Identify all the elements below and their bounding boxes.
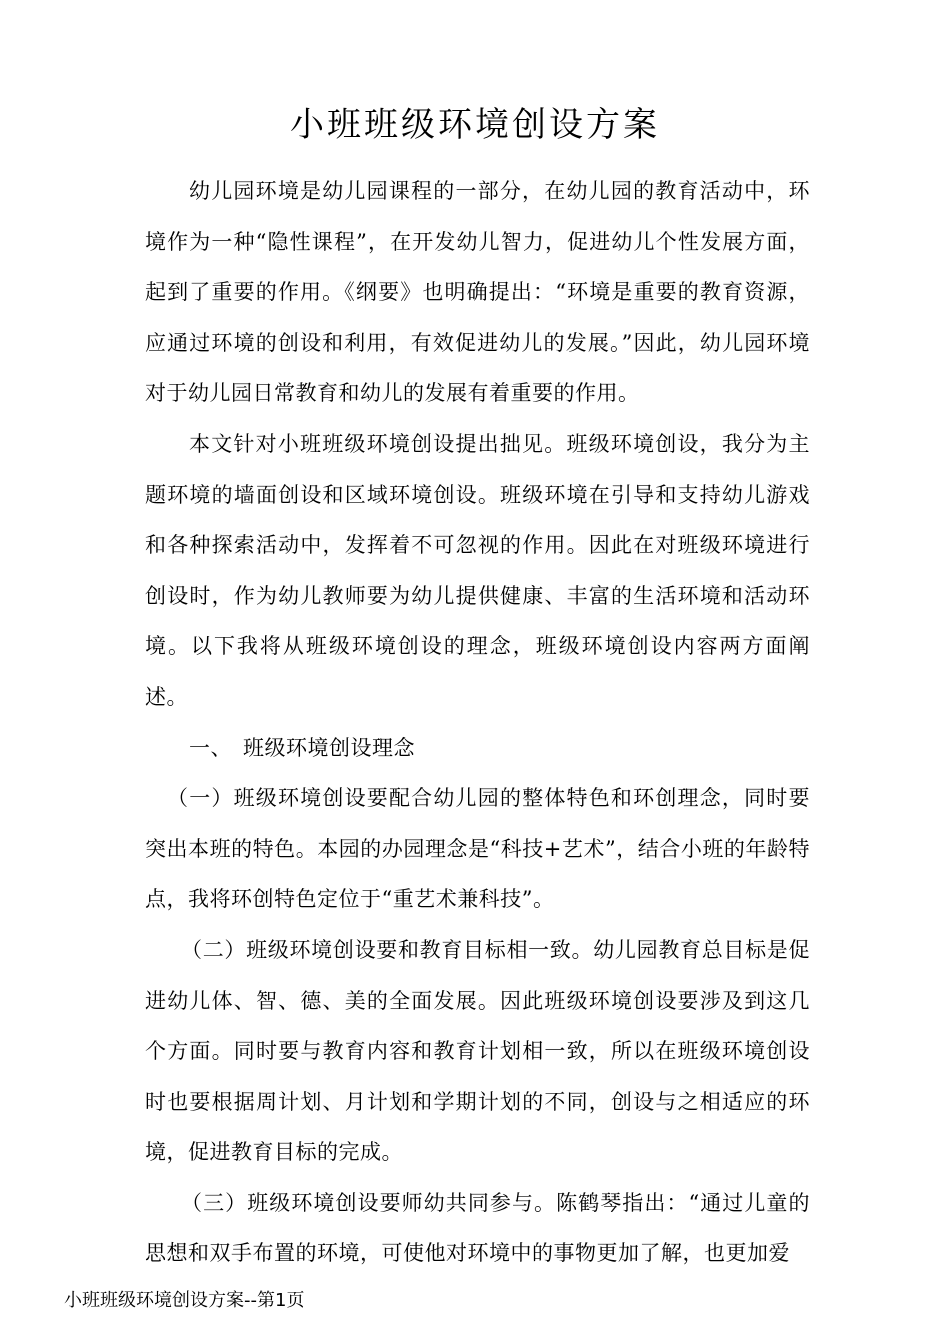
paragraph-item-2: （二）班级环境创设要和教育目标相一致。幼儿园教育总目标是促进幼儿体、智、德、美的全面发展。因此班级环境创设要涉及到这几个方面。同时要与教育内容和教育计划相一致，所以在班级环境创设时也要根据周计划、月计划和学期计划的不同，创设与之相适应的环境，促进教育目标的完成。 xyxy=(145,937,810,1165)
paragraph-scope: 本文针对小班班级环境创设提出拙见。班级环境创设，我分为主题环境的墙面创设和区域环境创设。班级环境在引导和支持幼儿游戏和各种探索活动中，发挥着不可忽视的作用。因此在对班级环境进行创设时，作为幼儿教师要为幼儿提供健康、丰富的生活环境和活动环境。以下我将从班级环境创设的理念，班级环境创设内容两方面阐述。 xyxy=(145,431,810,709)
section-heading-1: 一、 班级环境创设理念 xyxy=(189,735,415,760)
page-footer: 小班班级环境创设方案--第1页 xyxy=(64,1290,305,1311)
paragraph-item-1: （一）班级环境创设要配合幼儿园的整体特色和环创理念，同时要突出本班的特色。本园的办园理念是“科技+艺术”，结合小班的年龄特点，我将环创特色定位于“重艺术兼科技”。 xyxy=(145,786,810,912)
document-title: 小班班级环境创设方案 xyxy=(290,105,660,145)
document-body xyxy=(145,166,810,1279)
paragraph-intro: 幼儿园环境是幼儿园课程的一部分，在幼儿园的教育活动中，环境作为一种“隐性课程”，在开发幼儿智力，促进幼儿个性发展方面，起到了重要的作用。《纲要》也明确提出：“环境是重要的教育资源，应通过环境的创设和利用，有效促进幼儿的发展。”因此，幼儿园环境对于幼儿园日常教育和幼儿的发展有着重要的作用。 xyxy=(145,179,810,406)
paragraph-item-3: （三）班级环境创设要师幼共同参与。陈鹤琴指出：“通过儿童的思想和双手布置的环境，可使他对环境中的事物更加了解，也更加爱 xyxy=(145,1190,810,1266)
